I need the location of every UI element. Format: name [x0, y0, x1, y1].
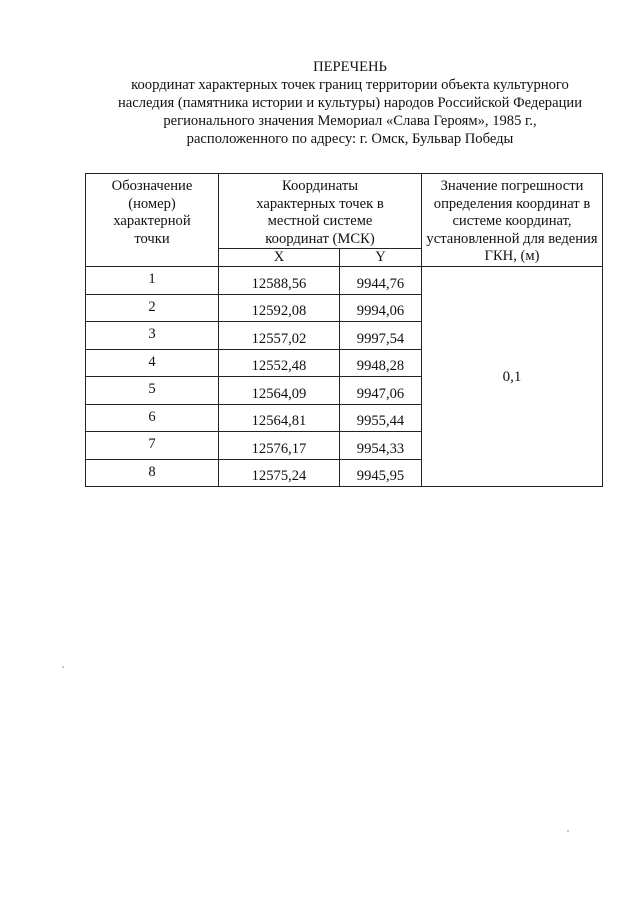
point-number: 1	[86, 267, 219, 295]
y-value: 9948,28	[340, 349, 422, 377]
point-number: 6	[86, 404, 219, 432]
point-number: 3	[86, 322, 219, 350]
point-number: 8	[86, 459, 219, 487]
coordinates-table	[85, 173, 603, 487]
y-value: 9945,95	[340, 459, 422, 487]
error-value: 0,1	[422, 267, 603, 487]
y-value: 9944,76	[340, 267, 422, 295]
x-value: 12588,56	[219, 267, 340, 295]
point-number: 2	[86, 294, 219, 322]
header-coordinates	[219, 174, 422, 249]
heading-line-1: координат характерных точек границ территории объекта культурного	[131, 77, 569, 93]
document-heading	[60, 58, 639, 148]
heading-line-4: расположенного по адресу: г. Омск, Бульвар Победы	[186, 131, 514, 147]
table-row	[86, 267, 603, 295]
scan-speck	[62, 666, 64, 668]
header-point-designation-text: Обозначение (номер) характерной точки	[111, 178, 193, 247]
header-x: X	[219, 249, 340, 267]
point-number: 5	[86, 377, 219, 405]
point-number: 7	[86, 432, 219, 460]
heading-line-2: наследия (памятника истории и культуры) народов Российской Федерации	[117, 95, 583, 111]
x-value: 12564,81	[219, 404, 340, 432]
x-value: 12576,17	[219, 432, 340, 460]
y-value: 9994,06	[340, 294, 422, 322]
point-number: 4	[86, 349, 219, 377]
x-value: 12557,02	[219, 322, 340, 350]
x-value: 12592,08	[219, 294, 340, 322]
scan-speck	[567, 830, 569, 832]
x-value: 12575,24	[219, 459, 340, 487]
document-title: ПЕРЕЧЕНЬ	[313, 59, 387, 75]
header-coordinates-text: Координаты характерных точек в местной системе координат (МСК)	[256, 178, 384, 247]
x-value: 12564,09	[219, 377, 340, 405]
header-point-designation	[86, 174, 219, 267]
header-y: Y	[340, 249, 422, 267]
header-error	[422, 174, 603, 267]
header-error-text: Значение погрешности определения координат в системе координат, установленной для ведения ГКН, (м)	[426, 178, 598, 264]
y-value: 9955,44	[340, 404, 422, 432]
y-value: 9947,06	[340, 377, 422, 405]
y-value: 9954,33	[340, 432, 422, 460]
y-value: 9997,54	[340, 322, 422, 350]
heading-line-3: регионального значения Мемориал «Слава Героям», 1985 г.,	[163, 113, 537, 129]
x-value: 12552,48	[219, 349, 340, 377]
